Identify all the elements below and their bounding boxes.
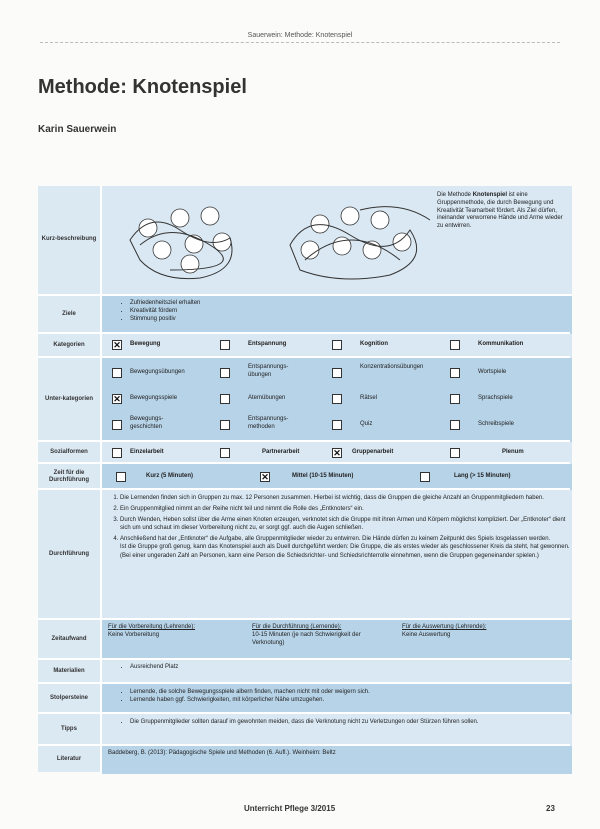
sozialform-label: Einzelarbeit — [130, 449, 164, 455]
label-ziele: Ziele — [62, 311, 76, 318]
list-item: 3. Durch Wenden, Heben sollst über die Arme einen Knoten erzeugen, verknotet sich die Gruppe mit ihren Armen und Körpern möglichst kompliziert. Der „Entknoter“ dient sich um und schaut im dieser Vorbereitung nicht zu, er sorgt ggf. auch die Augen schließen. — [120, 516, 570, 532]
row-durchfuehrung — [38, 488, 570, 620]
checkbox-bewegung[interactable]: ✕ — [113, 340, 121, 350]
list-item: • Lernende haben ggf. Schwierigkeiten, mit körperlicher Nähe umzugehen. — [130, 696, 570, 704]
checkbox-schreibspiele[interactable] — [450, 420, 460, 430]
running-header: Sauerwein: Methode: Knotenspiel — [247, 32, 353, 39]
unterkategorie-label: Konzentrationsübungen — [360, 364, 424, 370]
label-materialien: Materialien — [53, 668, 85, 675]
row-kategorien — [38, 332, 570, 358]
checkbox-mittel[interactable]: ✕ — [261, 472, 269, 482]
checkbox-kommunikation[interactable] — [450, 340, 460, 350]
checkbox-kognition[interactable] — [332, 340, 342, 350]
checkbox-bewegungsgeschichten[interactable] — [112, 420, 122, 430]
checkbox-wortspiele[interactable] — [450, 368, 460, 378]
knot-illustration — [110, 190, 440, 290]
unterkategorie-label: Atemübungen — [248, 395, 286, 401]
checkbox-quiz[interactable] — [332, 420, 342, 430]
checkbox-lang[interactable] — [420, 472, 430, 482]
checkbox-konzentrationsuebungen[interactable] — [332, 368, 342, 378]
list-item: 4. Anschließend hat der „Entknoter“ die Aufgabe, alle Gruppenmitglieder wieder zu entwirren. Die Hände dürfen zu keinem Zeitpunkt des Spiels losgelassen werden. Ist die Gruppe groß genug, kann das Knotenspiel auch als Duell durchgeführt werden: Die Gruppe, die als erstes wieder als geschlossener Kreis da steht, hat gewonnen. (Bei einer ungeraden Zahl an Personen, kann eine Person die Schiedsrichter- und Schiedsrichterrolle einnehmen, wenn die Gruppen gegeneinander spielen.) — [120, 535, 570, 559]
sozialform-label: Gruppenarbeit — [352, 449, 394, 455]
kategorie-label: Kognition — [360, 341, 388, 347]
ziele-body — [100, 296, 572, 334]
list-item: 2. Ein Gruppenmitglied nimmt an der Reihe nicht teil und nimmt die Rolle des „Entknoters“ ein. — [120, 505, 570, 513]
unterkategorie-label: Bewegungsübungen — [130, 369, 185, 375]
header-rule — [40, 42, 560, 43]
label-durchfuehrung: Durchführung — [49, 551, 89, 558]
zeitaufwand-durchfuehrung: Für die Durchführung (Lernende): 10-15 Minuten (je nach Schwierigkeit der Verknotung) — [252, 624, 361, 646]
unterkategorie-label: Bewegungs-geschichten — [130, 416, 164, 430]
checkbox-sprachspiele[interactable] — [450, 394, 460, 404]
checkbox-partnerarbeit[interactable] — [220, 448, 230, 458]
list-item: • Zufriedenheitsziel erhalten — [130, 299, 200, 307]
list-item: • Die Gruppenmitglieder sollten darauf im gewohnten meiden, dass die Verknotung nicht zu Verletzungen oder Stürzen führen sollen. — [130, 718, 570, 726]
list-item: • Lernende, die solche Bewegungsspiele albern finden, machen nicht mit oder weigern sich. — [130, 688, 570, 696]
tipps-body — [100, 714, 572, 746]
row-stolpersteine — [38, 682, 570, 714]
unterkategorie-label: Schreibspiele — [478, 421, 515, 427]
unterkategorie-label: Rätsel — [360, 395, 378, 401]
label-zeit: Zeit für die Durchführung — [49, 469, 89, 483]
unterkategorien-body — [100, 358, 572, 442]
tipps-list — [116, 718, 570, 726]
zeitaufwand-vorbereitung: Für die Vorbereitung (Lehrende): Keine Vorbereitung — [108, 624, 196, 638]
zeit-body — [100, 464, 572, 490]
row-materialien — [38, 658, 570, 684]
kurzbeschreibung-body — [100, 186, 572, 294]
durchfuehrung-body — [100, 490, 572, 620]
unterkategorie-label: Sprachspiele — [478, 395, 513, 401]
label-unterkategorien: Unter-kategorien — [44, 396, 93, 403]
label-sozialformen: Sozialformen — [50, 449, 88, 456]
sozialform-label: Plenum — [502, 449, 524, 455]
stolpersteine-list — [116, 688, 570, 704]
label-kategorien: Kategorien — [53, 342, 85, 349]
kategorie-label: Bewegung — [130, 341, 161, 347]
row-zeitaufwand — [38, 618, 570, 660]
list-item: • Stimmung positiv — [130, 315, 200, 323]
durchfuehrung-steps — [106, 494, 570, 560]
unterkategorie-label: Entspannungs-methoden — [248, 416, 289, 430]
materialien-body — [100, 660, 572, 684]
row-ziele — [38, 294, 570, 334]
zeitaufwand-body — [100, 620, 572, 660]
checkbox-bewegungsspiele[interactable]: ✕ — [113, 394, 121, 404]
zeit-label: Mittel (10-15 Minuten) — [292, 473, 354, 479]
stolpersteine-body — [100, 684, 572, 714]
checkbox-kurz[interactable] — [116, 472, 126, 482]
ziele-list — [116, 299, 200, 323]
sozialformen-body — [100, 442, 572, 464]
page-title: Methode: Knotenspiel — [38, 76, 247, 98]
unterkategorie-label: Wortspiele — [478, 369, 507, 375]
unterkategorie-label: Entspannungs-übungen — [248, 364, 289, 378]
list-item: • Ausreichend Platz — [130, 663, 178, 671]
checkbox-atemuebungen[interactable] — [220, 394, 230, 404]
checkbox-entspannungsmethoden[interactable] — [220, 420, 230, 430]
page-number: 23 — [546, 804, 555, 813]
literatur-text: Baddeberg, B. (2013): Pädagogische Spiele und Methoden (6. Aufl.). Weinheim: Beltz — [108, 750, 336, 756]
row-kurzbeschreibung — [38, 186, 570, 294]
zeit-label: Lang (> 15 Minuten) — [454, 473, 511, 479]
row-sozialformen — [38, 440, 570, 464]
checkbox-raetsel[interactable] — [332, 394, 342, 404]
row-tipps — [38, 712, 570, 746]
kategorie-label: Kommunikation — [478, 341, 524, 347]
kurzbeschreibung-text: Die Methode Knotenspiel ist eine Gruppenmethode, die durch Bewegung und Kreativität Teamarbeit fördert. Als Ziel dürfen, ineinander verworrene Hände und Arme wieder zu entwirren. — [437, 192, 563, 230]
materialien-list — [116, 663, 178, 671]
literatur-body — [100, 746, 572, 774]
label-tipps: Tipps — [61, 726, 77, 733]
method-card — [38, 186, 570, 772]
list-item: 1. Die Lernenden finden sich in Gruppen zu max. 12 Personen zusammen. Hierbei ist wichtig, dass die Gruppen die gleiche Anzahl an Gruppenmitgliedern haben. — [120, 494, 570, 502]
checkbox-einzelarbeit[interactable] — [112, 448, 122, 458]
unterkategorie-label: Quiz — [360, 421, 373, 427]
kategorien-body — [100, 334, 572, 358]
checkbox-entspannung[interactable] — [220, 340, 230, 350]
checkbox-gruppenarbeit[interactable]: ✕ — [333, 448, 341, 458]
label-stolpersteine: Stolpersteine — [49, 695, 88, 702]
row-zeit — [38, 462, 570, 490]
checkbox-entspannungsuebungen[interactable] — [220, 368, 230, 378]
journal-name: Unterricht Pflege 3/2015 — [244, 804, 336, 813]
checkbox-plenum[interactable] — [450, 448, 460, 458]
label-kurzbeschreibung: Kurz-beschreibung — [41, 236, 97, 243]
row-unterkategorien — [38, 356, 570, 442]
zeitaufwand-auswertung: Für die Auswertung (Lehrende): Keine Auswertung — [402, 624, 487, 638]
label-zeitaufwand: Zeitaufwand — [51, 636, 87, 643]
row-literatur — [38, 744, 570, 774]
kategorie-label: Entspannung — [248, 341, 287, 347]
author: Karin Sauerwein — [38, 124, 117, 135]
list-item: • Kreativität fördern — [130, 307, 200, 315]
zeit-label: Kurz (5 Minuten) — [146, 473, 193, 479]
sozialform-label: Partnerarbeit — [262, 449, 300, 455]
unterkategorie-label: Bewegungsspiele — [130, 395, 178, 401]
label-literatur: Literatur — [56, 756, 82, 763]
checkbox-bewegungsuebungen[interactable] — [112, 368, 122, 378]
